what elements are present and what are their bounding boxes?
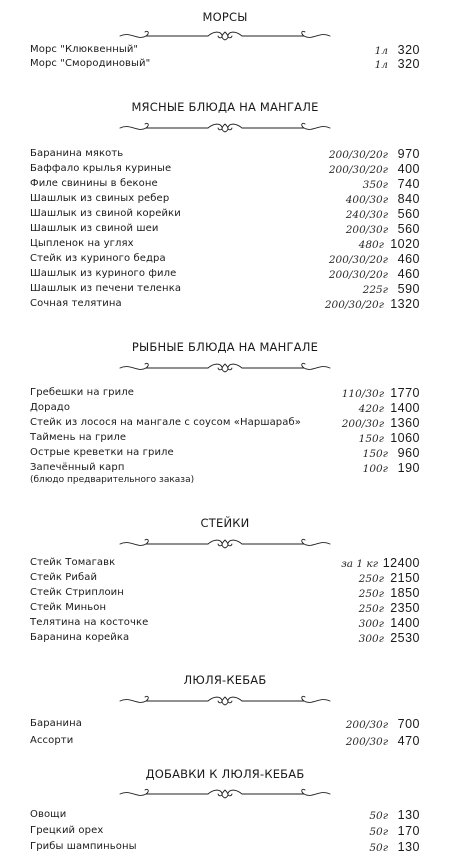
item-weight: 200/30/20г [328, 149, 388, 161]
item-price: 1360 [390, 416, 420, 430]
menu-item [30, 387, 420, 402]
item-price: 560 [397, 207, 420, 221]
item-weight: 200/30г [345, 224, 388, 236]
menu-item [30, 841, 420, 856]
item-weight: за 1 кг [341, 558, 378, 570]
item-price: 700 [397, 717, 420, 731]
item-name: Стейк Рибай [30, 572, 98, 583]
menu-item [30, 223, 420, 238]
item-name: Стейк Стриплоин [30, 587, 124, 598]
menu-item [30, 632, 420, 647]
item-price: 460 [397, 267, 420, 281]
item-price: 840 [397, 192, 420, 206]
item-note: (блюдо предварительного заказа) [30, 475, 195, 485]
menu-item [30, 238, 420, 253]
divider-ornament-icon [118, 786, 332, 800]
menu-item [30, 298, 420, 313]
item-price: 320 [397, 57, 420, 71]
item-name: Запечённый карп [30, 462, 125, 473]
divider-ornament-icon [118, 693, 332, 707]
menu-item [30, 193, 420, 208]
item-weight: 200/30/20г [328, 254, 388, 266]
item-price: 1060 [390, 431, 420, 445]
item-weight: 200/30г [345, 719, 388, 731]
menu-item [30, 58, 420, 73]
menu-item [30, 809, 420, 824]
section-title: МЯСНЫЕ БЛЮДА НА МАНГАЛЕ [131, 100, 319, 114]
item-name: Баранина мякоть [30, 148, 124, 159]
item-name: Гребешки на гриле [30, 387, 134, 398]
item-name: Морс "Смородиновый" [30, 58, 151, 69]
section-title: МОРСЫ [202, 10, 248, 24]
menu-item [30, 735, 420, 750]
menu-item [30, 825, 420, 840]
item-name: Морс "Клюквенный" [30, 44, 139, 55]
item-name: Острые креветки на гриле [30, 447, 174, 458]
item-weight: 300г [358, 618, 384, 630]
item-price: 1850 [390, 586, 420, 600]
item-name: Шашлык из куриного филе [30, 268, 177, 279]
item-price: 1400 [390, 616, 420, 630]
item-weight: 250г [358, 573, 384, 585]
item-name: Цыпленок на углях [30, 238, 134, 249]
menu-item [30, 557, 420, 572]
item-weight: 200/30/20г [324, 299, 384, 311]
menu-item [30, 253, 420, 268]
item-price: 740 [397, 177, 420, 191]
item-weight: 50г [369, 842, 388, 854]
item-price: 320 [397, 43, 420, 57]
item-weight: 150г [358, 433, 384, 445]
item-name: Таймень на гриле [30, 432, 127, 443]
item-price: 190 [397, 461, 420, 475]
item-weight: 1л [374, 45, 388, 57]
item-weight: 400/30г [345, 194, 388, 206]
item-name: Овощи [30, 809, 67, 820]
menu-item [30, 617, 420, 632]
menu-item [30, 461, 420, 485]
item-name: Ассорти [30, 735, 74, 746]
menu-item [30, 432, 420, 447]
item-weight: 300г [358, 633, 384, 645]
menu-item [30, 208, 420, 223]
item-price: 560 [397, 222, 420, 236]
item-name: Телятина на косточке [30, 617, 149, 628]
item-price: 1400 [390, 401, 420, 415]
item-weight: 150г [362, 448, 388, 460]
menu-item [30, 718, 420, 733]
item-name: Баранина [30, 718, 82, 729]
item-price: 1770 [390, 386, 420, 400]
menu-item [30, 602, 420, 617]
item-price: 2530 [390, 631, 420, 645]
item-name: Грибы шампиньоны [30, 841, 137, 852]
item-name: Сочная телятина [30, 298, 122, 309]
item-weight: 200/30/20г [328, 269, 388, 281]
menu-item [30, 148, 420, 163]
item-price: 960 [397, 446, 420, 460]
item-weight: 225г [362, 284, 388, 296]
item-name: Стейк из лосося на мангале с соусом «Наршараб» [30, 417, 301, 428]
item-name: Дорадо [30, 402, 71, 413]
menu-item [30, 447, 420, 462]
item-name: Шашлык из свиных ребер [30, 193, 170, 204]
item-price: 130 [397, 840, 420, 854]
divider-ornament-icon [118, 28, 332, 42]
item-weight: 480г [358, 239, 384, 251]
item-name: Баффало крылья куриные [30, 163, 172, 174]
item-price: 170 [397, 824, 420, 838]
section-title: РЫБНЫЕ БЛЮДА НА МАНГАЛЕ [131, 340, 319, 354]
divider-ornament-icon [118, 360, 332, 374]
menu-item [30, 572, 420, 587]
item-name: Стейк Миньон [30, 602, 107, 613]
menu-item [30, 268, 420, 283]
item-weight: 1л [374, 59, 388, 71]
item-name: Стейк из куриного бедра [30, 253, 166, 264]
item-weight: 350г [362, 179, 388, 191]
menu-item [30, 587, 420, 602]
item-price: 12400 [382, 556, 420, 570]
item-price: 470 [397, 734, 420, 748]
item-weight: 200/30г [341, 418, 384, 430]
item-name: Грецкий орех [30, 825, 104, 836]
item-weight: 100г [362, 463, 388, 475]
divider-ornament-icon [118, 536, 332, 550]
section-title: ДОБАВКИ К ЛЮЛЯ-КЕБАБ [145, 767, 305, 781]
divider-ornament-icon [118, 120, 332, 134]
item-name: Шашлык из печени теленка [30, 283, 182, 294]
item-price: 2350 [390, 601, 420, 615]
item-name: Шашлык из свиной корейки [30, 208, 181, 219]
item-weight: 200/30г [345, 736, 388, 748]
item-weight: 250г [358, 588, 384, 600]
section-title: СТЕЙКИ [200, 516, 250, 530]
item-weight: 110/30г [341, 388, 384, 400]
item-price: 970 [397, 147, 420, 161]
item-name: Филе свинины в беконе [30, 178, 158, 189]
menu-item [30, 163, 420, 178]
menu-item [30, 417, 420, 432]
menu-item [30, 178, 420, 193]
item-price: 1020 [390, 237, 420, 251]
item-price: 590 [397, 282, 420, 296]
item-price: 130 [397, 808, 420, 822]
item-price: 400 [397, 162, 420, 176]
menu-item [30, 402, 420, 417]
item-weight: 50г [369, 810, 388, 822]
item-name: Баранина корейка [30, 632, 130, 643]
item-weight: 420г [358, 403, 384, 415]
item-weight: 50г [369, 826, 388, 838]
item-name: Стейк Томагавк [30, 557, 116, 568]
item-weight: 200/30/20г [328, 164, 388, 176]
menu-item [30, 283, 420, 298]
item-name: Шашлык из свиной шеи [30, 223, 159, 234]
item-price: 2150 [390, 571, 420, 585]
section-title: ЛЮЛЯ-КЕБАБ [183, 673, 267, 687]
item-weight: 250г [358, 603, 384, 615]
menu-item [30, 44, 420, 59]
item-price: 1320 [390, 297, 420, 311]
item-price: 460 [397, 252, 420, 266]
item-weight: 240/30г [345, 209, 388, 221]
